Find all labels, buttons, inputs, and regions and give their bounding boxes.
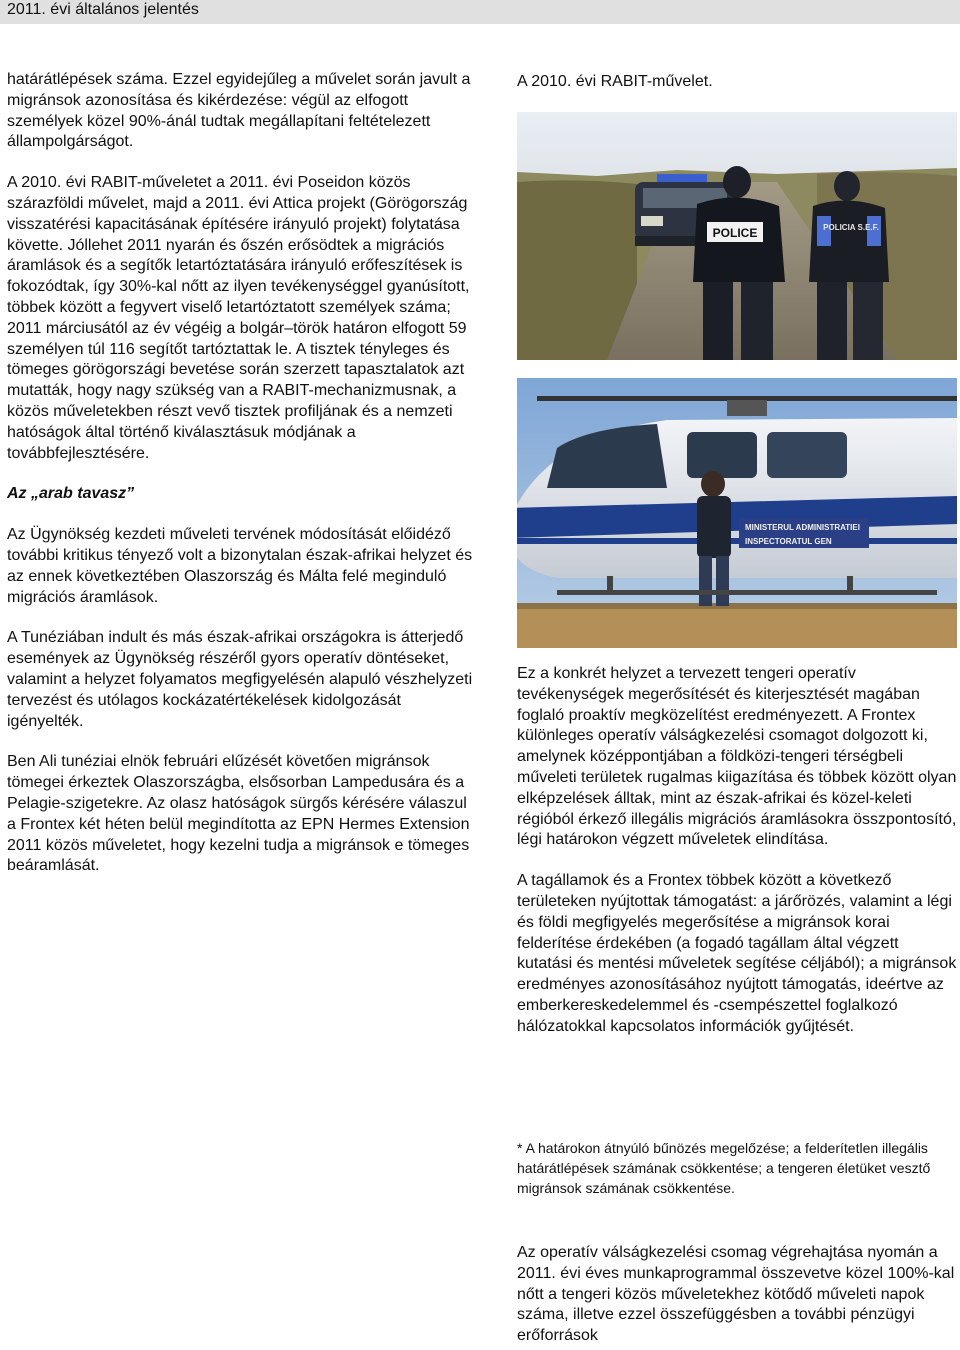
left-column xyxy=(7,70,477,877)
marking-line2: INSPECTORATUL GEN xyxy=(745,537,832,546)
vest-left-text: POLICE xyxy=(712,226,758,240)
paragraph: A 2010. évi RABIT-műveletet a 2011. évi Poseidon közös szárazföldi művelet, majd a 2011. évi Attica projekt (Görögország visszatérési kapacitásának építésére irányuló projekt) folytatása követte. Jóllehet 2011 nyarán és őszén erősödtek a migrációs áramlások és a segítők letartóztatására irányuló erőfeszítések is fokozódtak, így 30%-kal nőtt az ilyen tevékenységgel gyanúsított, többek között a fegyvert viselő letartóztatott személyek száma; 2011 márciusától az év végéig a bolgár–török határon elfogott 59 személyen túl 116 segítőt tartóztattak le. A tisztek tényleges és tömeges görögországi bevetése során szerzett tapasztalatok azt mutatták, hogy nagy szükség van a RABIT-mechanizmusnak, a közös műveletekben részt vevő tisztek profiljának és a nemzeti hatóságok által történő kiválasztásuk módjának a továbbfejlesztésére. xyxy=(7,174,470,462)
helicopter-photo xyxy=(517,378,957,648)
photo-caption-block xyxy=(517,72,957,93)
marking-tail: ELOR xyxy=(873,504,901,515)
paragraph: A Tunéziában indult és más észak-afrikai országokra is átterjedő események az Ügynökség részéről gyors operatív döntéseket, valamint a helyzet folyamatos megfigyelésén alapuló vészhelyzeti tervezést és utólagos kockázatértékelések kidolgozását igényelték. xyxy=(7,629,473,730)
right-column-bottom xyxy=(517,1243,957,1347)
header-title: 2011. évi általános jelentés xyxy=(7,1,199,18)
police-patrol-photo xyxy=(517,112,957,360)
page-header xyxy=(0,0,960,24)
footnote: * A határokon átnyúló bűnözés megelőzése; a felderítetlen illegális határátlépések számának csökkentése; a tengeren életüket vesztő migránsok számának csökkentése. xyxy=(517,1140,931,1196)
section-heading: Az „arab tavasz” xyxy=(7,485,135,503)
photo-caption: A 2010. évi RABIT-művelet. xyxy=(517,73,713,90)
police-patrol-illustration xyxy=(517,112,957,360)
footnote-block xyxy=(517,1138,957,1198)
paragraph: Ben Ali tunéziai elnök februári elűzését követően migránsok tömegei érkeztek Olaszországba, elsősorban Lampedusára és a Pelagie-szigetekre. Az olasz hatóságok sürgős kérésére válaszul a Frontex két héten belül megindította az EPN Hermes Extension 2011 közös műveletet, hogy kezelni tudja a migránsok e tömeges beáramlását. xyxy=(7,753,470,875)
paragraph: Az operatív válságkezelési csomag végrehajtása nyomán a 2011. évi éves munkaprogrammal összevetve közel 100%-kal nőtt a tengeri közös műveletekhez kötődő műveleti napok száma, illetve ezzel összefüggésben a további pénzügyi erőforrások xyxy=(517,1244,955,1345)
helicopter-illustration xyxy=(517,378,957,648)
paragraph: A tagállamok és a Frontex többek között a következő területeken nyújtottak támogatást: a járőrözés, valamint a légi és földi megfigyelés megerősítése a migránsok korai felderítése érdekében (a fogadó tagállam által végzett kutatási és mentési műveletek segítése céljából); a migránsok eredményes azonosításához nyújtott támogatás, ideértve az emberkereskedelemmel és -csempészettel foglalkozó hálózatokkal kapcsolatos információk gyűjtését. xyxy=(517,872,957,1035)
paragraph: határátlépések száma. Ezzel egyidejűleg a művelet során javult a migránsok azonosítása és kikérdezése: végül az elfogott személyek közel 90%-ánál tudtak megállapítani feltételezett állampolgárságot. xyxy=(7,71,471,151)
vest-right-text: POLICIA S.E.F. xyxy=(823,223,879,232)
marking-line1: MINISTERUL ADMINISTRATIEI xyxy=(745,523,860,532)
paragraph: Az Ügynökség kezdeti műveleti tervének módosítását előidéző további kritikus tényező volt a bizonytalan észak-afrikai helyzet és az ennek következtében Olaszország és Málta felé meginduló migrációs áramlások. xyxy=(7,526,473,606)
paragraph: Ez a konkrét helyzet a tervezett tengeri operatív tevékenységek megerősítését és kiterjesztését magában foglaló proaktív megközelítést eredményezett. A Frontex különleges operatív válságkezelési csomagot dolgozott ki, amelynek középpontjában a földközi-tengeri térségbeli műveleti területek rugalmas kiigazítása és többek között olyan elképzelések álltak, mint az észak-afrikai és közel-keleti régióból érkező illegális migrációs áramlásokra összpontosító, légi határokon végzett műveletek elindítása. xyxy=(517,665,957,849)
right-column-text xyxy=(517,664,957,1038)
